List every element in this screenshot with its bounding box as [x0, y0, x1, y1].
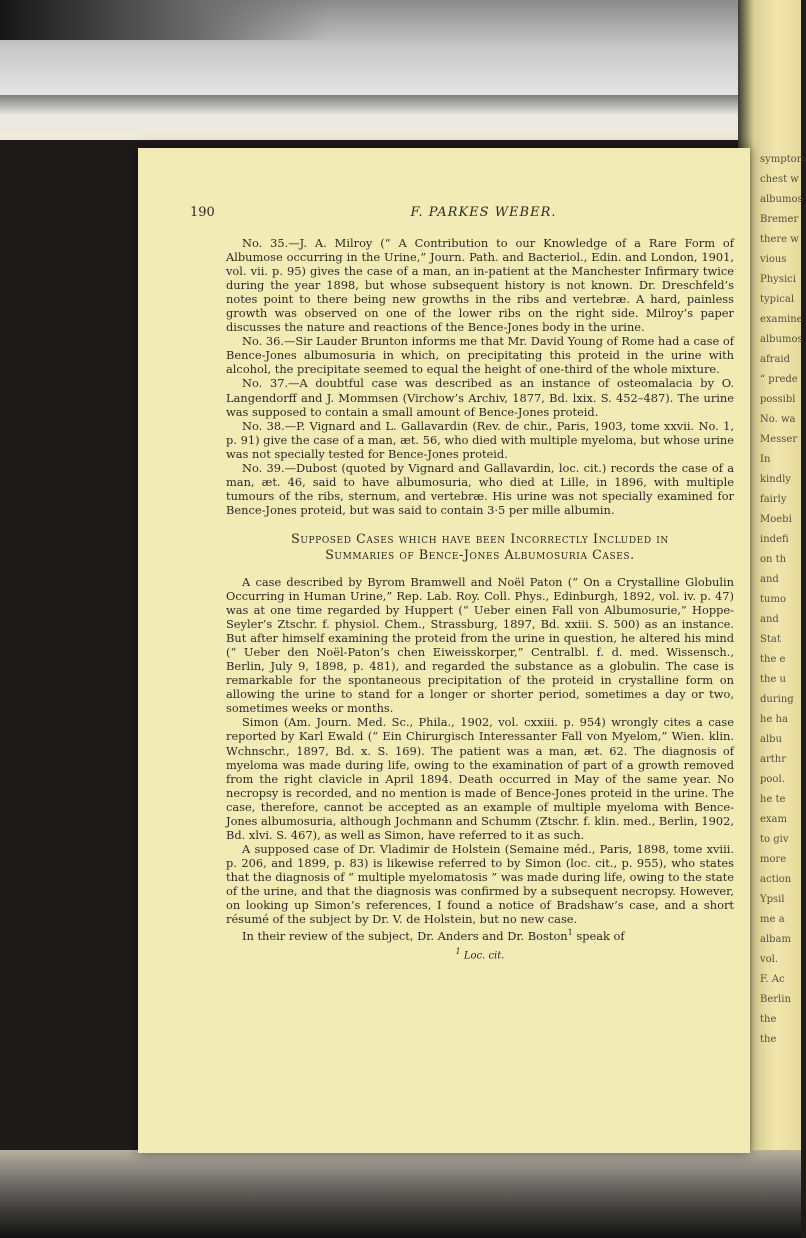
bleed-word: and	[760, 614, 779, 625]
bleed-word: to giv	[760, 834, 789, 845]
paragraph: No. 37.—A doubtful case was described as an instance of osteomalacia by O. Langendorff and J. Mommsen (Virchow’s Archiv, 1877, Bd. lxix. S. 452–487). The urine was supposed to contain a small amount of Bence-Jones proteid.	[226, 376, 734, 419]
footnote	[226, 945, 734, 963]
running-title: F. PARKES WEBER.	[410, 205, 557, 220]
bleed-word: typical	[760, 294, 795, 305]
paragraph-tail: speak of	[572, 928, 625, 943]
page-number: 190	[190, 205, 215, 220]
scanner-shadow	[0, 0, 330, 40]
bleed-word: the e	[760, 654, 786, 665]
paragraphs-before-heading	[226, 236, 734, 517]
bleed-word: tumo	[760, 594, 786, 605]
bleed-word: indefi	[760, 534, 789, 545]
paragraphs-after-heading	[226, 575, 734, 943]
paragraph: No. 35.—J. A. Milroy (“ A Contribution to our Knowledge of a Rare Form of Albumose occurring in the Urine,” Journ. Path. and Bacteriol., Edin. and London, 1901, vol. vii. p. 95) gives the case of a man, an in-patient at the Manchester Infirmary twice during the year 1898, but whose subsequent history is not known. Dr. Dreschfeld’s notes point to there being new growths in the ribs and vertebræ. A hard, painless growth was observed on one of the lower ribs on the right side. Milroy’s paper discusses the nature and reactions of the Bence-Jones body in the urine.	[226, 236, 734, 335]
bleed-word: Messer	[760, 434, 798, 445]
bleed-word: No. wa	[760, 414, 796, 425]
paragraph	[226, 926, 734, 943]
paragraph: No. 39.—Dubost (quoted by Vignard and Gallavardin, loc. cit.) records the case of a man, æt. 46, said to have albumosuria, who died at Lille, in 1896, with multiple tumours of the ribs, sternum, and vertebræ. His urine was not specially examined for Bence-Jones proteid, but was said to contain 3·5 per mille albumin.	[226, 460, 734, 517]
scanner-stripe	[0, 95, 801, 115]
bleed-word: on th	[760, 554, 787, 565]
bleed-word: Stat	[760, 634, 781, 645]
bleed-word: the u	[760, 674, 786, 685]
footnote-reference: 1	[567, 928, 573, 938]
paragraph-text: In their review of the subject, Dr. Anders and Dr. Boston	[242, 928, 568, 943]
bleed-word: possibl	[760, 394, 796, 405]
section-heading	[226, 531, 734, 563]
bleed-word: albu	[760, 734, 783, 745]
bleed-word: exam	[760, 814, 788, 825]
bleed-word: he te	[760, 794, 786, 805]
bleed-word: chest w	[760, 174, 799, 185]
bleed-word: me a	[760, 914, 785, 925]
paragraph: Simon (Am. Journ. Med. Sc., Phila., 1902, vol. cxxiii. p. 954) wrongly cites a case reported by Karl Ewald (“ Ein Chirurgisch Interessanter Fall von Myelom,” Wien. klin. Wchnschr., 1897, Bd. x. S. 169). The patient was a man, æt. 62. The diagnosis of myeloma was made during life, owing to the examination of part of a growth removed from the right clavicle in April 1894. Death occurred in May of the same year. No necropsy is recorded, and no mention is made of Bence-Jones proteid in the urine. The case, therefore, cannot be accepted as an example of multiple myeloma with Bence-Jones albumosuria, although Jochmann and Schumm (Ztschr. f. klin. med., Berlin, 1902, Bd. xlvi. S. 467), as well as Simon, have referred to it as such.	[226, 715, 734, 842]
bleed-word: and	[760, 574, 779, 585]
bleed-word: he ha	[760, 714, 788, 725]
bleed-word: the	[760, 1014, 777, 1025]
bleed-word: vious	[760, 254, 787, 265]
bleed-word: pool.	[760, 774, 785, 785]
paragraph: A case described by Byrom Bramwell and Noël Paton (“ On a Crystalline Globulin Occurring in Human Urine,” Rep. Lab. Roy. Coll. Phys., Edinburgh, 1892, vol. iv. p. 47) was at one time regarded by Huppert (“ Ueber einen Fall von Albumosurie,” Hoppe-Seyler’s Ztschr. f. physiol. Chem., Strassburg, 1897, Bd. xxiii. S. 500) as an instance. But after himself examining the proteid from the urine in question, he altered his mind (“ Ueber den Noël-Paton’s chen Eiweisskorper,” Centralbl. f. d. med. Wissensch., Berlin, July 9, 1898, p. 481), and regarded the substance as a globulin. The case is remarkable for the spontaneous precipitation of the proteid in crystalline form on allowing the urine to stand for a longer or shorter period, sometimes a day or two, sometimes weeks or months.	[226, 574, 734, 716]
bleed-word: vol.	[760, 954, 779, 965]
bleed-word: afraid	[760, 354, 791, 365]
section-heading-line-1: Supposed Cases which have been Incorrectly Included in	[291, 530, 669, 546]
bleed-word: examine	[760, 314, 803, 325]
scanner-background-bottom	[0, 1150, 801, 1238]
page-body	[226, 236, 734, 963]
footnote-mark: 1	[455, 946, 461, 956]
bleed-word: action	[760, 874, 792, 885]
running-head	[190, 205, 741, 223]
bleed-word: more	[760, 854, 787, 865]
bleed-word: Moebi	[760, 514, 792, 525]
paragraph: A supposed case of Dr. Vladimir de Holstein (Semaine méd., Paris, 1898, tome xviii. p. 206, and 1899, p. 83) is likewise referred to by Simon (loc. cit., p. 955), who states that the diagnosis of “ multiple myelomatosis ” was made during life, owing to the state of the urine, and that the diagnosis was confirmed by a subsequent necropsy. However, on looking up Simon’s references, I found a notice of Bradshaw’s case, and a short résumé of the subject by Dr. V. de Holstein, but no new case.	[226, 841, 734, 927]
section-heading-line-2: Summaries of Bence-Jones Albumosuria Cases.	[325, 546, 635, 562]
bleed-word: albumos	[760, 334, 803, 345]
footnote-text: Loc. cit.	[463, 950, 505, 962]
bleed-word: the	[760, 1034, 777, 1045]
bleed-word: fairly	[760, 494, 787, 505]
paragraph: No. 36.—Sir Lauder Brunton informs me that Mr. David Young of Rome had a case of Bence-Jones albumosuria in which, on precipitating this proteid in the urine with alcohol, the precipitate seemed to equal the height of one-third of the whole mixture.	[226, 334, 734, 377]
bleed-word: arthr	[760, 754, 786, 765]
bleed-word: Ypsil	[760, 894, 785, 905]
bleed-word: albumos	[760, 194, 803, 205]
bleed-word: Bremer	[760, 214, 799, 225]
bleed-word: F. Ac	[760, 974, 785, 985]
bleed-word: during	[760, 694, 794, 705]
bleed-word: albam	[760, 934, 792, 945]
bleed-word: Physici	[760, 274, 796, 285]
bleed-word: symptom	[760, 154, 806, 165]
paragraph: No. 38.—P. Vignard and L. Gallavardin (Rev. de chir., Paris, 1903, tome xxvii. No. 1, p. 91) give the case of a man, æt. 56, who died with multiple myeloma, but whose urine was not specially tested for Bence-Jones proteid.	[226, 418, 734, 461]
bleed-word: kindly	[760, 474, 791, 485]
bleed-word: In	[760, 454, 771, 465]
bleed-word: there w	[760, 234, 799, 245]
bleed-word: Berlin	[760, 994, 791, 1005]
bleed-word: “ prede	[760, 374, 798, 385]
facing-page-bleed-column	[760, 150, 806, 1050]
